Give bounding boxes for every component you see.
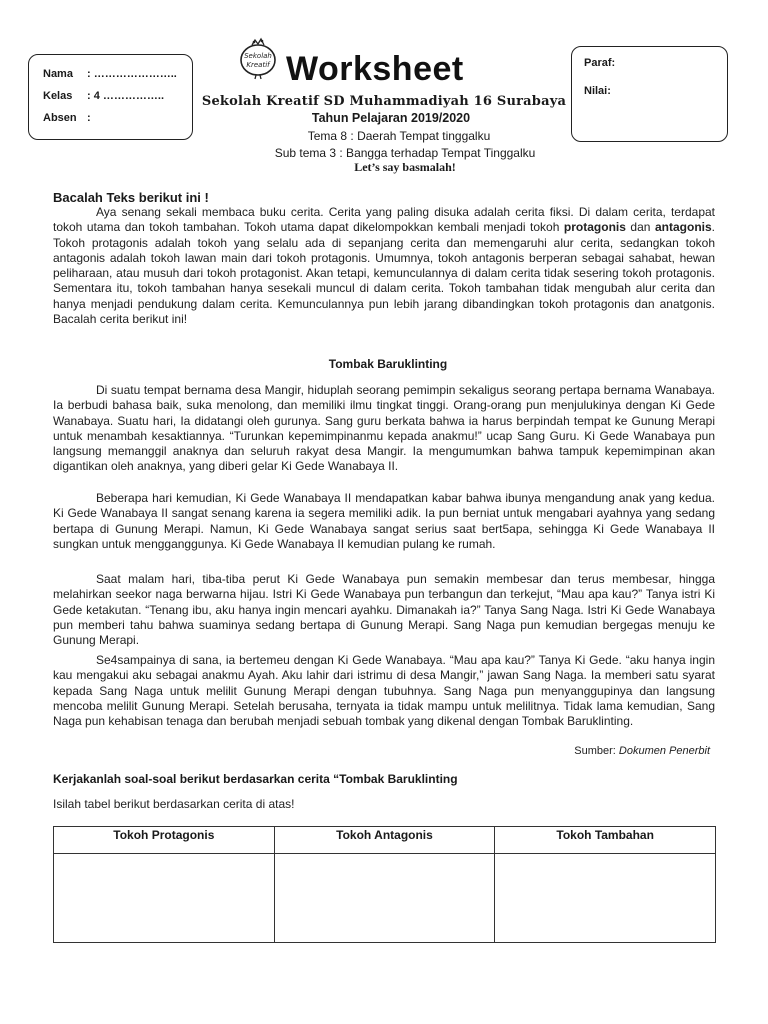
paraf-field[interactable]: Paraf: [584,57,616,69]
reading-heading: Bacalah Teks berikut ini ! [53,190,209,205]
absen-field[interactable]: : [87,112,91,124]
logo-text-line1: Sekolah [244,52,272,60]
subtheme-line: Sub tema 3 : Bangga terhadap Tempat Tinggalku [274,146,536,160]
logo-text-line2: Kreatif [246,61,270,69]
column-antagonis: Tokoh Antagonis [274,827,495,854]
story-paragraph-3-text: Saat malam hari, tiba-tiba perut Ki Gede Wanabaya pun semakin membesar dan terus membesar, hingga melahirkan seekor naga berwarna hijau. Istri Ki Gede Wanabaya pun terbangun dan terkejut, “Mau apa kau?” Tanya istri Ki Gede ketakutan. “Tenang ibu, aku hanya ingin mencari ayahku. Dimanakah ia?” Tanya Sang Naga. Istri Ki Gede Wanabaya pun memberi tahu bahwa suaminya sedang bertapa di Gunung Merapi. Sang Naga pun kemudian bergegas menuju ke Gunung Merapi. [53,572,715,648]
nilai-field[interactable]: Nilai: [584,85,611,97]
story-paragraph-4 [53,653,715,729]
intro-text-1: Aya senang sekali membaca buku cerita. Cerita yang paling disuka adalah cerita fiksi. Di dalam cerita, terdapat tokoh utama dan tokoh tambahan. Tokoh utama dapat dikelompokkan kembali menjadi tokoh [53,205,715,235]
absen-label: Absen [43,112,77,124]
story-paragraph-1 [53,383,715,475]
name-row [43,63,192,85]
intro-text-2: dan [625,220,655,235]
grade-box [571,46,728,142]
story-paragraph-2-text: Beberapa hari kemudian, Ki Gede Wanabaya II mendapatkan kabar bahwa ibunya mengandung anak yang kedua. Ki Gede Wanabaya II sangat senang karena ia segera memiliki adik. Ia pun berniat untuk mengabari ayahnya yang sedang bertapa di Gunung Merapi. Namun, Ki Gede Wanabaya sangat serius saat bert5apa, sehingga Ki Gede Wanabaya II sungkan untuk mengganggunya. Ki Gede Wanabaya II kemudian pulang ke rumah. [53,491,715,551]
answer-table [53,826,716,943]
intro-bold-antagonis: antagonis [654,220,712,235]
intro-text-3: . Tokoh protagonis adalah tokoh yang selalu ada di sepanjang cerita dan memengaruhi alur cerita, sedangkan tokoh antagonis adalah tokoh lawan main dari tokoh protagonis. Umumnya, tokoh antagonis berperan sebagai sahabat, hewan peliharaan, atau musuh dari tokoh protagonist. Akan tetapi, kemunculannya di dalam cerita tidak sesering tokoh protagonis. Sementara itu, tokoh tambahan hanya sesekali muncul di dalam cerita. Tokoh tambahan tidak mengubah alur cerita dan hanya menjadi pendukung dalam cerita. Kemunculannya pun lebih jarang dibandingkan tokoh protagonis dan anatgonis. Bacalah cerita berikut ini! [53,220,715,327]
story-paragraph-2 [53,491,715,552]
column-protagonis: Tokoh Protagonis [54,827,275,854]
story-paragraph-4-text: Se4sampainya di sana, ia bertemeu dengan Ki Gede Wanabaya. “Mau apa kau?” Tanya Ki Gede. “aku hanya ingin kau mengakui aku sebagai anakmu Ayah. Aku lahir dari istrimu di desa Mangir,” jawan Sang Naga. Ia memberi satu syarat kepada Sang Naga untuk melilit Gunung Merapi dengan tubuhnya. Sang Naga pun menyanggupinya dan langsung mencoba melilit Gunung Merapi. Setelah berusaha, ternyata ia tidak mampu untuk melilitnya. Tidak lama kemudian, Sang Naga pun kehabisan tenaga dan berubah menjadi sebuah tombak yang dikenal dengan Tombak Baruklinting. [53,653,715,729]
class-field[interactable]: : 4 …………….. [87,90,165,102]
school-year: Tahun Pelajaran 2019/2020 [311,111,471,125]
story-paragraph-1-text: Di suatu tempat bernama desa Mangir, hiduplah seorang pemimpin sekaligus seorang pertapa bernama Wanabaya. Ia berbudi bahasa baik, suka menolong, dan memiliki ilmu tingkat tinggi. Orang-orang pun menjulukinya dengan Ki Gede Wanabaya. Suatu hari, Ia didatangi oleh gurunya. Sang guru berkata bahwa ia harus berpindah tempat ke Gunung Merapi untuk menambah kesaktiannya. “Turunkan kepemimpinanmu kepada anakmu!” ucap Sang Guru. Ki Gede Wanabaya pun langsung memanggil anaknya dan seluruh rakyat desa Mangir. Ia mengumumkan bahwa tampuk kepemimpinan akan digantikan oleh anaknya, yang diberi gelar Ki Gede Wanabaya II. [53,383,715,474]
source-credit [574,745,710,757]
story-paragraph-3 [53,572,715,648]
class-label: Kelas [43,90,73,102]
story-title: Tombak Baruklinting [328,357,448,371]
answer-cell-protagonis[interactable] [54,854,275,943]
basmalah-line: Let’s say basmalah! [354,160,456,174]
intro-bold-protagonis: protagonis [563,220,626,235]
source-label: Sumber: [574,745,616,757]
sekolah-kreatif-logo [236,36,280,80]
task-heading: Kerjakanlah soal-soal berikut berdasarkan cerita “Tombak Baruklinting [53,772,458,786]
answer-table-header [54,827,716,854]
answer-cell-antagonis[interactable] [274,854,495,943]
intro-paragraph [53,205,715,327]
name-label: Nama [43,68,73,80]
source-value: Dokumen Penerbit [618,745,710,757]
column-tambahan: Tokoh Tambahan [495,827,716,854]
answer-cell-tambahan[interactable] [495,854,716,943]
worksheet-title: Worksheet [286,50,464,88]
task-instruction: Isilah tabel berikut berdasarkan cerita di atas! [53,797,295,811]
answer-row [54,854,716,943]
theme-line: Tema 8 : Daerah Tempat tinggalku [307,129,491,143]
school-name: Sekolah Kreatif SD Muhammadiyah 16 Surabaya [201,94,567,109]
name-field[interactable]: : ………………….. [87,68,177,80]
